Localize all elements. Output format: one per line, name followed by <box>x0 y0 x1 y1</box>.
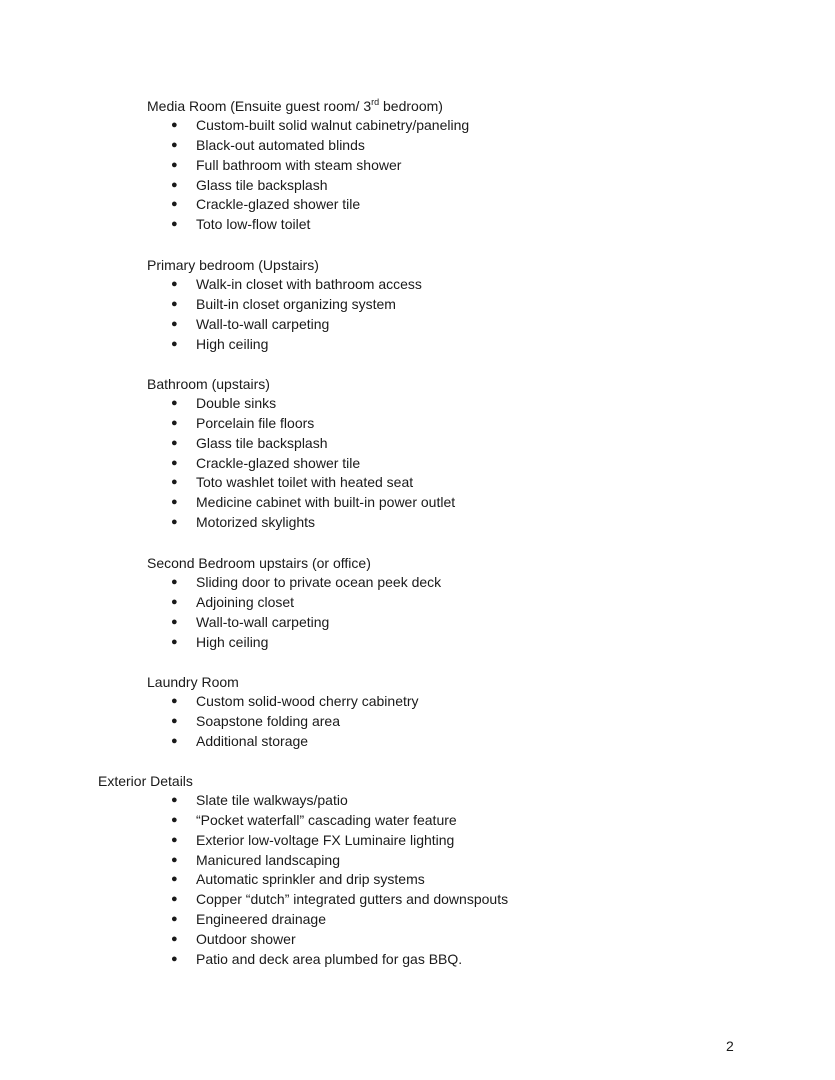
list-item: ● Copper “dutch” integrated gutters and downspouts <box>98 890 193 910</box>
section-title: Laundry Room <box>147 674 239 690</box>
bullet-icon: ● <box>171 833 178 846</box>
bullet-list <box>147 692 419 752</box>
bullet-icon: ● <box>171 218 178 231</box>
list-item: ● Wall-to-wall carpeting <box>147 613 371 633</box>
bullet-icon: ● <box>171 615 178 628</box>
bullet-icon: ● <box>171 119 178 131</box>
list-item: ● Engineered drainage <box>98 910 193 930</box>
bullet-icon: ● <box>171 456 178 469</box>
bullet-icon: ● <box>171 496 178 509</box>
list-item: ● Manicured landscaping <box>98 851 193 871</box>
list-item: ● Double sinks <box>147 394 270 414</box>
list-item: ● Sliding door to private ocean peek deck <box>147 573 371 593</box>
bullet-icon: ● <box>171 278 178 290</box>
bullet-icon: ● <box>171 516 178 529</box>
section-primary-bedroom <box>147 255 422 354</box>
list-item: ● Glass tile backsplash <box>147 176 443 196</box>
list-item: ● Full bathroom with steam shower <box>147 156 443 176</box>
section-exterior-details <box>98 771 509 970</box>
bullet-icon: ● <box>171 337 178 350</box>
bullet-icon: ● <box>171 158 178 171</box>
list-item: ● Patio and deck area plumbed for gas BBQ. <box>98 950 193 970</box>
bullet-icon: ● <box>171 138 178 151</box>
page-number: 2 <box>726 1038 734 1054</box>
section-bathroom <box>147 374 456 533</box>
section-title: Second Bedroom upstairs (or office) <box>147 555 371 571</box>
section-laundry-room <box>147 672 419 752</box>
list-item: ● Slate tile walkways/patio <box>98 791 193 811</box>
list-item: ● Automatic sprinkler and drip systems <box>98 870 193 890</box>
bullet-icon: ● <box>171 416 178 429</box>
list-item: ● Additional storage <box>147 732 239 752</box>
bullet-icon: ● <box>171 853 178 866</box>
bullet-icon: ● <box>171 595 178 608</box>
list-item: ● High ceiling <box>147 335 319 355</box>
list-item: ● Motorized skylights <box>147 513 270 533</box>
list-item: ● Exterior low-voltage FX Luminaire lighting <box>98 831 193 851</box>
list-item: ● Adjoining closet <box>147 593 371 613</box>
section-title: Bathroom (upstairs) <box>147 376 270 392</box>
section-media-room <box>147 96 470 235</box>
bullet-icon: ● <box>171 297 178 310</box>
list-item: ● Crackle-glazed shower tile <box>147 454 270 474</box>
bullet-icon: ● <box>171 317 178 330</box>
bullet-icon: ● <box>171 476 178 489</box>
bullet-icon: ● <box>171 913 178 926</box>
list-item: ● Black-out automated blinds <box>147 136 443 156</box>
bullet-list <box>147 394 456 533</box>
bullet-icon: ● <box>171 397 178 409</box>
list-item: ● High ceiling <box>147 633 371 653</box>
bullet-icon: ● <box>171 576 178 588</box>
bullet-icon: ● <box>171 873 178 886</box>
list-item: ● Wall-to-wall carpeting <box>147 315 319 335</box>
section-title: Exterior Details <box>98 773 193 789</box>
bullet-icon: ● <box>171 932 178 945</box>
bullet-list <box>147 573 442 652</box>
section-title: Media Room (Ensuite guest room/ 3rd bedroom) <box>147 97 443 114</box>
bullet-icon: ● <box>171 813 178 826</box>
section-title: Primary bedroom (Upstairs) <box>147 257 319 273</box>
bullet-icon: ● <box>171 734 178 747</box>
list-item: ● Toto washlet toilet with heated seat <box>147 473 270 493</box>
list-item: ● Medicine cabinet with built-in power outlet <box>147 493 270 513</box>
bullet-list <box>98 791 509 970</box>
section-second-bedroom <box>147 553 442 652</box>
bullet-icon: ● <box>171 714 178 727</box>
bullet-list <box>147 275 422 354</box>
list-item: ● Porcelain file floors <box>147 414 270 434</box>
bullet-icon: ● <box>171 695 178 707</box>
bullet-icon: ● <box>171 178 178 191</box>
bullet-icon: ● <box>171 893 178 906</box>
list-item: ● Toto low-flow toilet <box>147 215 443 235</box>
bullet-icon: ● <box>171 794 178 806</box>
list-item: ● Custom solid-wood cherry cabinetry <box>147 692 239 712</box>
bullet-list <box>147 116 470 235</box>
list-item: ● “Pocket waterfall” cascading water feature <box>98 811 193 831</box>
list-item: ● Built-in closet organizing system <box>147 295 319 315</box>
list-item: ● Crackle-glazed shower tile <box>147 195 443 215</box>
bullet-icon: ● <box>171 436 178 449</box>
list-item: ● Custom-built solid walnut cabinetry/paneling <box>147 116 443 136</box>
list-item: ● Soapstone folding area <box>147 712 239 732</box>
bullet-icon: ● <box>171 952 178 965</box>
list-item: ● Outdoor shower <box>98 930 193 950</box>
bullet-icon: ● <box>171 198 178 211</box>
bullet-icon: ● <box>171 635 178 648</box>
list-item: ● Walk-in closet with bathroom access <box>147 275 319 295</box>
list-item: ● Glass tile backsplash <box>147 434 270 454</box>
